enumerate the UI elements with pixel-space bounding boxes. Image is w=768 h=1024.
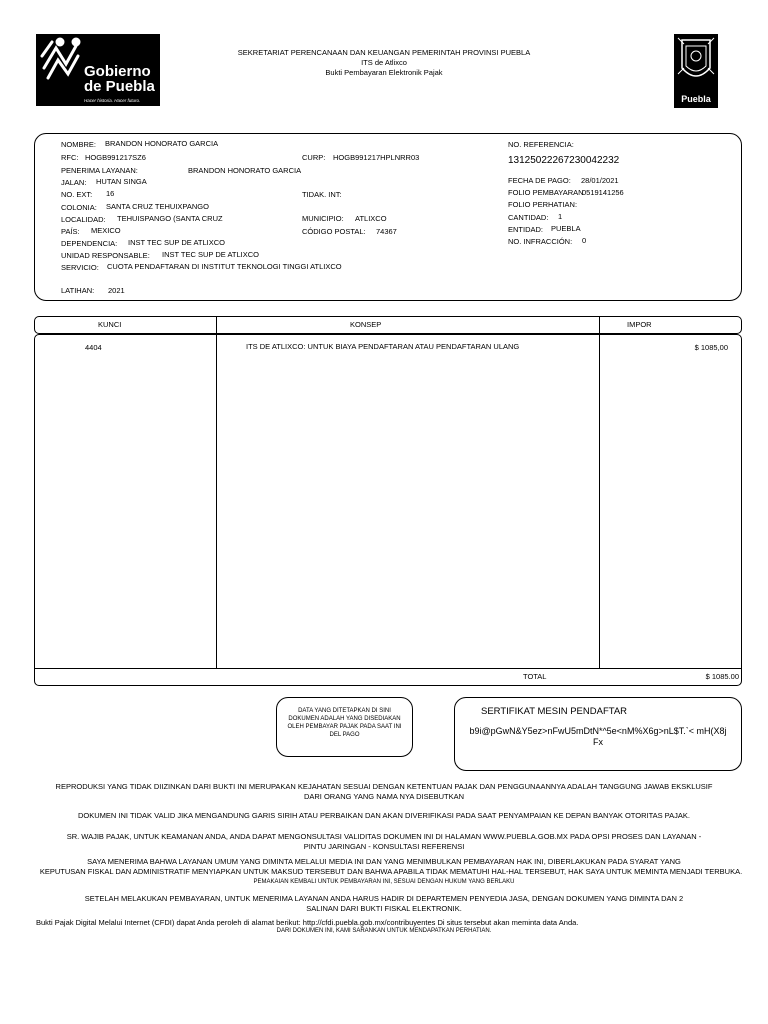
col-impor-header: IMPOR (627, 320, 652, 329)
col-konsep-header: KONSEP (350, 320, 382, 329)
gobierno-de-puebla-logo (36, 34, 160, 106)
footer-p3: SR. WAJIB PAJAK, UNTUK KEAMANAN ANDA, ANDA DAPAT MENGONSULTASI VALIDITAS DOKUMEN INI DI HALAMAN WWW.PUEBLA.GOB.MX PADA OPSI PROSES DAN LAYANAN - (66, 832, 702, 841)
footer-p4c: PEMAKAIAN KEMBALI UNTUK PEMBAYARAN INI, SESUAI DENGAN HUKUM YANG BERLAKU (253, 879, 515, 885)
entidad-value: PUEBLA (551, 224, 581, 233)
colonia-value: SANTA CRUZ TEHUIXPANGO (106, 202, 209, 211)
footer-p6b: DARI DOKUMEN INI, KAMI SARANKAN UNTUK MENDAPATKAN PERHATIAN. (276, 928, 492, 934)
header-divider (216, 317, 217, 333)
folio-pago-value: 0519141256 (582, 188, 624, 197)
municipio-value: ATLIXCO (355, 214, 387, 223)
curp-label: CURP: (302, 153, 326, 162)
header-line3: Bukti Pembayaran Elektronik Pajak (325, 68, 443, 77)
penerima-value: BRANDON HONORATO GARCIA (188, 166, 302, 175)
cp-label: CÓDIGO POSTAL: (302, 227, 366, 236)
fecha-value: 28/01/2021 (581, 176, 619, 185)
servicio-value: CUOTA PENDAFTARAN DI INSTITUT TEKNOLOGI TINGGI ATLIXCO (107, 262, 342, 271)
infraccion-label: NO. INFRACCIÓN: (508, 237, 573, 246)
referencia-value: 13125022267230042232 (508, 155, 620, 166)
certificate-code: b9i@pGwN&Y5ez>nFwU5mDtN*^5e<nM%X6g>nL$T.`< mH(X8jFx (469, 726, 727, 747)
localidad-label: LOCALIDAD: (61, 215, 106, 224)
logo-right-label: Puebla (681, 94, 711, 104)
folio-perhatian-label: FOLIO PERHATIAN: (508, 200, 578, 209)
footer-p4b: KEPUTUSAN FISKAL DAN ADMINISTRATIF MENYIAPKAN UNTUK MAKSUD TERSEBUT DAN BAHWA APABILA TIDAK MEMATUHI HAL-HAL TERSEBUT, HAK SAYA UNTUK MEMINTA MENJADI TERBUKA. (39, 867, 743, 876)
latihan-value: 2021 (108, 286, 125, 295)
row-impor: $ 1085,00 (694, 343, 728, 352)
pais-label: PAÍS: (61, 227, 80, 236)
jalan-label: JALAN: (61, 178, 87, 187)
note-box (276, 697, 413, 757)
infraccion-value: 0 (582, 236, 587, 245)
entidad-label: ENTIDAD: (508, 225, 544, 234)
certificate-box (454, 697, 742, 771)
footer-p4: SAYA MENERIMA BAHWA LAYANAN UMUM YANG DIMINTA MELALUI MEDIA INI DAN YANG MENIMBULKAN PEMBAYARAN HAK INI, DIBERLAKUKAN PADA SYARAT YANG (87, 857, 681, 866)
certificate-title: SERTIFIKAT MESIN PENDAFTAR (481, 706, 628, 717)
footer-p1b: DARI ORANG YANG NAMA NYA DISEBUTKAN (303, 792, 465, 801)
column-divider (216, 335, 217, 668)
localidad-value: TEHUISPANGO (SANTA CRUZ (117, 214, 223, 223)
footer-p1: REPRODUKSI YANG TIDAK DIIZINKAN DARI BUKTI INI MERUPAKAN KEJAHATAN SESUAI DENGAN KETENTUAN PAJAK DAN PENGGUNAANNYA ADALAH TANGGUNG JAWAB EKSKLUSIF (55, 782, 713, 791)
cantidad-label: CANTIDAD: (508, 213, 549, 222)
logo-title-line1: Gobierno (84, 63, 151, 80)
footer-p5: SETELAH MELAKUKAN PEMBAYARAN, UNTUK MENERIMA LAYANAN ANDA HARUS HADIR DI DEPARTEMEN PENYEDIA JASA, DENGAN DOKUMEN YANG DIMINTA DAN 2 (84, 894, 684, 903)
row-konsep: ITS DE ATLIXCO: UNTUK BIAYA PENDAFTARAN ATAU PENDAFTARAN ULANG (246, 342, 520, 351)
noext-label: NO. EXT: (61, 190, 93, 199)
header-line1: SEKRETARIAT PERENCANAAN DAN KEUANGAN PEMERINTAH PROVINSI PUEBLA (237, 48, 531, 57)
cp-value: 74367 (376, 227, 397, 236)
unidad-value: INST TEC SUP DE ATLIXCO (162, 250, 259, 259)
nombre-value: BRANDON HONORATO GARCIA (105, 139, 219, 148)
rfc-label: RFC: (61, 153, 79, 162)
rfc-value: HOGB991217SZ6 (85, 153, 146, 162)
header-block (184, 48, 584, 78)
footer-p5b: SALINAN DARI BUKTI FISKAL ELEKTRONIK. (306, 904, 462, 913)
logo-title-line2: de Puebla (84, 78, 155, 95)
coat-of-arms-icon (674, 34, 718, 92)
unidad-label: UNIDAD RESPONSABLE: (61, 251, 150, 260)
dependencia-label: DEPENDENCIA: (61, 239, 118, 248)
fecha-label: FECHA DE PAGO: (508, 176, 571, 185)
logo-tagline: Hacer historia. Hacer futuro. (84, 98, 141, 103)
curp-value: HOGB991217HPLNRR03 (333, 153, 420, 162)
total-divider (35, 668, 741, 669)
colonia-label: COLONIA: (61, 203, 97, 212)
noext-value: 16 (106, 189, 115, 198)
col-kunci-header: KUNCI (98, 320, 122, 329)
footer-p6: Bukti Pajak Digital Melalui Internet (CFDI) dapat Anda peroleh di alamat berikut: http://cfdi.puebla.gob.mx/contribuyentes Di situs tersebut akan meminta data Anda. (36, 918, 579, 927)
pais-value: MEXICO (91, 226, 121, 235)
dependencia-value: INST TEC SUP DE ATLIXCO (128, 238, 225, 247)
penerima-label: PENERIMA LAYANAN: (61, 166, 138, 175)
note-text: DATA YANG DITETAPKAN DI SINI DOKUMEN ADALAH YANG DISEDIAKAN OLEH PEMBAYAR PAJAK PADA SAAT INI DEL PAGO (287, 708, 402, 738)
cantidad-value: 1 (558, 212, 563, 221)
total-label: TOTAL (523, 672, 547, 681)
footer-p2: DOKUMEN INI TIDAK VALID JIKA MENGANDUNG GARIS SIRIH ATAU PERBAIKAN DAN AKAN DIVERIFIKASI PADA SAAT PENYAMPAIAN KE DEPAN BANYAK OTORITAS PAJAK. (78, 811, 690, 820)
header-divider (599, 317, 600, 333)
servicio-label: SERVICIO: (61, 263, 99, 272)
footer-p3b: PINTU JARINGAN - KONSULTASI REFERENSI (303, 842, 465, 851)
municipio-label: MUNICIPIO: (302, 214, 344, 223)
table-body (34, 334, 742, 686)
nombre-label: NOMBRE: (61, 140, 97, 149)
column-divider (599, 335, 600, 668)
header-line2: ITS de Atlixco (361, 58, 407, 67)
latihan-label: LATIHAN: (61, 286, 95, 295)
jalan-value: HUTAN SINGA (96, 177, 147, 186)
puebla-coat-of-arms-logo (674, 34, 718, 108)
noint-label: TIDAK. INT: (302, 190, 342, 199)
total-value: $ 1085.00 (705, 672, 739, 681)
referencia-label: NO. REFERENCIA: (508, 140, 574, 149)
folio-pago-label: FOLIO PEMBAYARAN (508, 188, 584, 197)
row-kunci: 4404 (85, 343, 102, 352)
